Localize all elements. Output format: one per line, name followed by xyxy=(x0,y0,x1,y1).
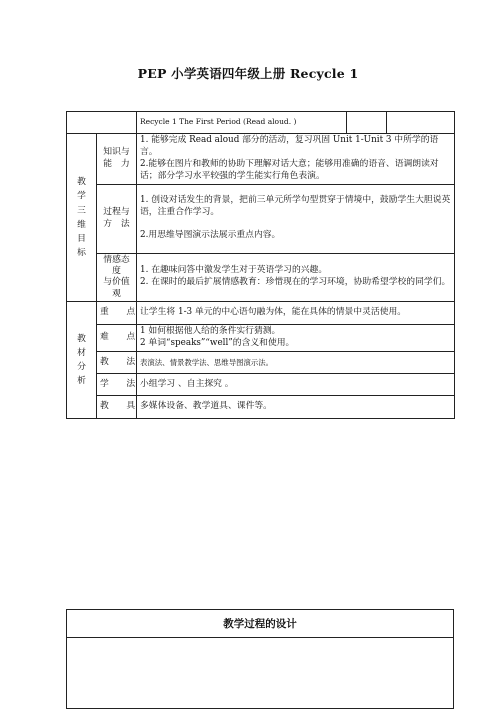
difficulty-content: 1 如何根据他人给的条件实行猜测。 2 单词“speaks”“well”的含义和使用。 xyxy=(137,325,455,352)
key-point-content: 让学生将 1-3 单元的中心语句融为体，能在具体的情景中灵活使用。 xyxy=(137,302,455,325)
teaching-method-content: 表演法、情景教学法、思维导图演示法。 xyxy=(137,352,455,374)
teaching-aids-label: 教 具 xyxy=(97,396,137,419)
goal-row-knowledge xyxy=(67,134,455,185)
analysis-row-learning-method xyxy=(67,374,455,396)
attitude-content: 1. 在趣味问答中激发学生对于英语学习的兴趣。 2. 在课时的最后扩展情感教育：珍惜现在的学习环境，协助希望学校的同学们。 xyxy=(137,253,455,302)
process-content: 1. 创设对话发生的背景，把前三单元所学句型贯穿于情境中，鼓励学生大胆说英语，注重合作学习。 2.用思维导图演示法展示重点内容。 xyxy=(137,184,455,253)
goal-row-attitude xyxy=(67,253,455,302)
goals-group-label: 教 学 三 维 目 标 xyxy=(67,134,97,302)
period-extra-cell-2 xyxy=(387,112,455,134)
knowledge-label: 知识与 能 力 xyxy=(97,134,137,185)
attitude-label: 情感态度 与价值观 xyxy=(97,253,137,302)
analysis-row-teaching-aids xyxy=(67,396,455,419)
period-blank-cell xyxy=(67,112,137,134)
analysis-row-difficulty xyxy=(67,325,455,352)
goal-row-process xyxy=(67,184,455,253)
analysis-group-label: 教 材 分 析 xyxy=(67,302,97,419)
teaching-method-label: 教 法 xyxy=(97,352,137,374)
period-extra-cell-1 xyxy=(347,112,387,134)
teaching-process-section xyxy=(66,609,454,709)
teaching-process-title: 教学过程的设计 xyxy=(67,610,453,638)
process-label: 过程与 方 法 xyxy=(97,184,137,253)
analysis-row-key-point xyxy=(67,302,455,325)
document-title: PEP 小学英语四年级上册 Recycle 1 xyxy=(137,66,359,81)
teaching-aids-content: 多媒体设备、教学道具、课件等。 xyxy=(137,396,455,419)
key-point-label: 重 点 xyxy=(97,302,137,325)
learning-method-content: 小组学习 、自主探究 。 xyxy=(137,374,455,396)
learning-method-label: 学 法 xyxy=(97,374,137,396)
knowledge-content: 1. 能够完成 Read aloud 部分的活动，复习巩固 Unit 1-Unit 3 中所学的语言。 2.能够在图片和教师的协助下理解对话大意；能够用准确的语音、语调朗读对话；部分学习水平较强的学生能实行角色表演。 xyxy=(137,134,455,185)
period-label: Recycle 1 The First Period (Read aloud. ) xyxy=(137,112,347,134)
period-row xyxy=(67,112,455,134)
difficulty-label: 难 点 xyxy=(97,325,137,352)
analysis-row-teaching-method xyxy=(67,352,455,374)
lesson-plan-table xyxy=(66,111,455,419)
